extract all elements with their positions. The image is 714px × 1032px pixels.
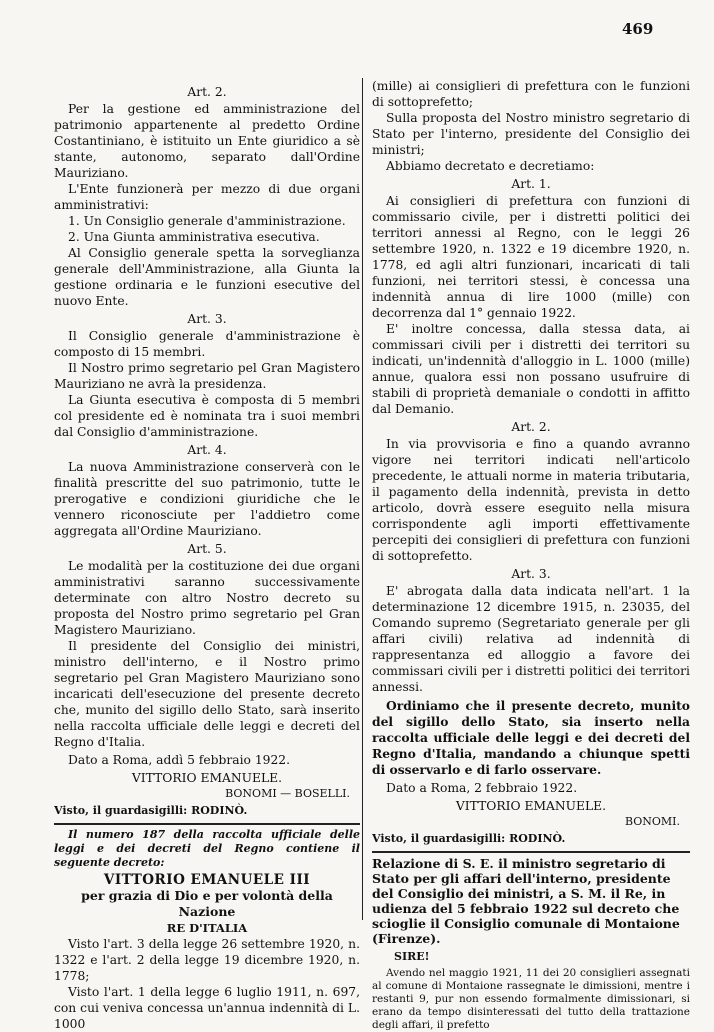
minister-signatures: BONOMI — BOSELLI.: [225, 787, 350, 800]
article-heading: Art. 3.: [511, 567, 551, 581]
list-item: 1. Un Consiglio generale d'amministrazione.: [68, 214, 346, 228]
re-line: RE D'ITALIA: [166, 921, 248, 935]
guardasigilli-line: Visto, il guardasigilli: RODINÒ.: [54, 804, 248, 817]
paragraph: Il Consiglio generale d'amministrazione è composto di 15 membri.: [54, 329, 360, 359]
paragraph: L'Ente funzionerà per mezzo di due organi amministrativi:: [54, 182, 360, 212]
grace-line: per grazia di Dio e per volontà della Nazione: [81, 888, 333, 919]
paragraph: Le modalità per la costituzione dei due organi amministrativi saranno successivamente determinate con altro Nostro decreto su proposta del Nostro primo segretario pel Gran Magistero Mauriziano.: [54, 559, 360, 637]
paragraph: (mille) ai consiglieri di prefettura con le funzioni di sottoprefetto;: [372, 79, 690, 109]
right-column: [372, 78, 690, 1032]
paragraph: Abbiamo decretato e decretiamo:: [386, 159, 595, 173]
paragraph: Ordiniamo che il presente decreto, munito del sigillo dello Stato, sia inserto nella raccolta ufficiale delle leggi e dei decreti del Regno d'Italia, mandando a chiunque spetti di osservarlo e di farlo osservare.: [372, 698, 690, 777]
left-column: [54, 82, 360, 1032]
paragraph: Il Nostro primo segretario pel Gran Magistero Mauriziano ne avrà la presidenza.: [54, 361, 360, 391]
paragraph: Ai consiglieri di prefettura con funzioni di commissario civile, per i distretti politici dei territori annessi al Regno, con le leggi 26 settembre 1920, n. 1322 e 19 dicembre 1920, n. 1778, ed agli altri funzionari, incaricati di tali funzioni, nei territori stessi, è concessa una indennità annua di lire 1000 (mille) con decorrenza dal 1° gennaio 1922.: [372, 194, 690, 320]
paragraph: E' abrogata dalla data indicata nell'art. 1 la determinazione 12 dicembre 1915, n. 23035, del Comando supremo (Segretariato generale per gli affari civili) relativa ad indennità di rappresentanza ed alloggio a favore dei commissari civili per i distretti politici dei territori annessi.: [372, 584, 690, 694]
king-title: VITTORIO EMANUELE III: [103, 872, 311, 888]
guardasigilli-line: Visto, il guardasigilli: RODINÒ.: [372, 832, 566, 845]
sire-salutation: SIRE!: [394, 950, 430, 963]
king-signature: VITTORIO EMANUELE.: [131, 771, 283, 785]
paragraph: La Giunta esecutiva è composta di 5 membri col presidente ed è nominata tra i suoi membri dal Consiglio d'amministrazione.: [54, 393, 360, 439]
column-divider: [362, 78, 363, 920]
article-heading: Art. 5.: [187, 542, 227, 556]
date-line: Dato a Roma, 2 febbraio 1922.: [386, 781, 578, 795]
section-rule: [372, 851, 690, 853]
paragraph: Per la gestione ed amministrazione del patrimonio appartenente al predetto Ordine Costantiniano, è istituito un Ente giuridico a sè stante, autonomo, separato dall'Ordine Mauriziano.: [54, 102, 360, 180]
article-heading: Art. 1.: [511, 177, 551, 191]
paragraph: In via provvisoria e fino a quando avranno vigore nei territori indicati nell'articolo precedente, le attuali norme in materia tributaria, il pagamento della indennità, prevista in detto articolo, dovrà essere eseguito nella misura corrispondente agli importi effettivamente percepiti dei consiglieri di prefettura con funzioni di sottoprefetto.: [372, 437, 690, 563]
relazione-title: Relazione di S. E. il ministro segretario di Stato per gli affari dell'interno, presidente del Consiglio dei ministri, a S. M. il Re, in udienza del 5 febbraio 1922 sul decreto che scioglie il Consiglio comunale di Montaione (Firenze).: [372, 856, 680, 946]
paragraph: Al Consiglio generale spetta la sorveglianza generale dell'Amministrazione, alla Giunta la gestione ordinaria e le funzioni esecutive del nuovo Ente.: [54, 246, 360, 308]
section-rule: [54, 823, 360, 825]
paragraph: Avendo nel maggio 1921, 11 dei 20 consiglieri assegnati al comune di Montaione rassegnate le dimissioni, mentre i restanti 9, pur non essendo formalmente dimissionari, si erano da tempo disinteressati del tutto della trattazione degli affari, il prefetto: [372, 967, 690, 1031]
raccolta-notice: Il numero 187 della raccolta ufficiale delle leggi e dei decreti del Regno contiene il seguente decreto:: [54, 828, 360, 869]
page-number: 469: [622, 20, 654, 38]
article-heading: Art. 2.: [511, 420, 551, 434]
article-heading: Art. 3.: [187, 312, 227, 326]
article-heading: Art. 4.: [187, 443, 227, 457]
article-heading: Art. 2.: [187, 85, 227, 99]
paragraph: Sulla proposta del Nostro ministro segretario di Stato per l'interno, presidente del Consiglio dei ministri;: [372, 111, 690, 157]
king-signature: VITTORIO EMANUELE.: [455, 799, 607, 813]
paragraph: Visto l'art. 1 della legge 6 luglio 1911, n. 697, con cui veniva concessa un'annua indennità di L. 1000: [54, 985, 360, 1031]
minister-signature: BONOMI.: [624, 815, 680, 828]
list-item: 2. Una Giunta amministrativa esecutiva.: [68, 230, 320, 244]
paragraph: E' inoltre concessa, dalla stessa data, ai commissari civili per i distretti dei territori su indicati, un'indennità d'alloggio in L. 1000 (mille) annue, qualora essi non possano usufruire di stabili di proprietà demaniale o condotti in affitto dal Demanio.: [372, 322, 690, 416]
date-line: Dato a Roma, addì 5 febbraio 1922.: [68, 753, 291, 767]
paragraph: Il presidente del Consiglio dei ministri, ministro dell'interno, e il Nostro primo segretario pel Gran Magistero Mauriziano sono incaricati dell'esecuzione del presente decreto che, munito del sigillo dello Stato, sarà inserito nella raccolta ufficiale delle leggi e decreti del Regno d'Italia.: [54, 639, 360, 749]
paragraph: La nuova Amministrazione conserverà con le finalità prescritte del suo patrimonio, tutte le prerogative e condizioni giuridiche che le vennero riconosciute per l'addietro come aggregata all'Ordine Mauriziano.: [54, 460, 360, 538]
paragraph: Visto l'art. 3 della legge 26 settembre 1920, n. 1322 e l'art. 2 della legge 19 dicembre 1920, n. 1778;: [54, 937, 360, 983]
